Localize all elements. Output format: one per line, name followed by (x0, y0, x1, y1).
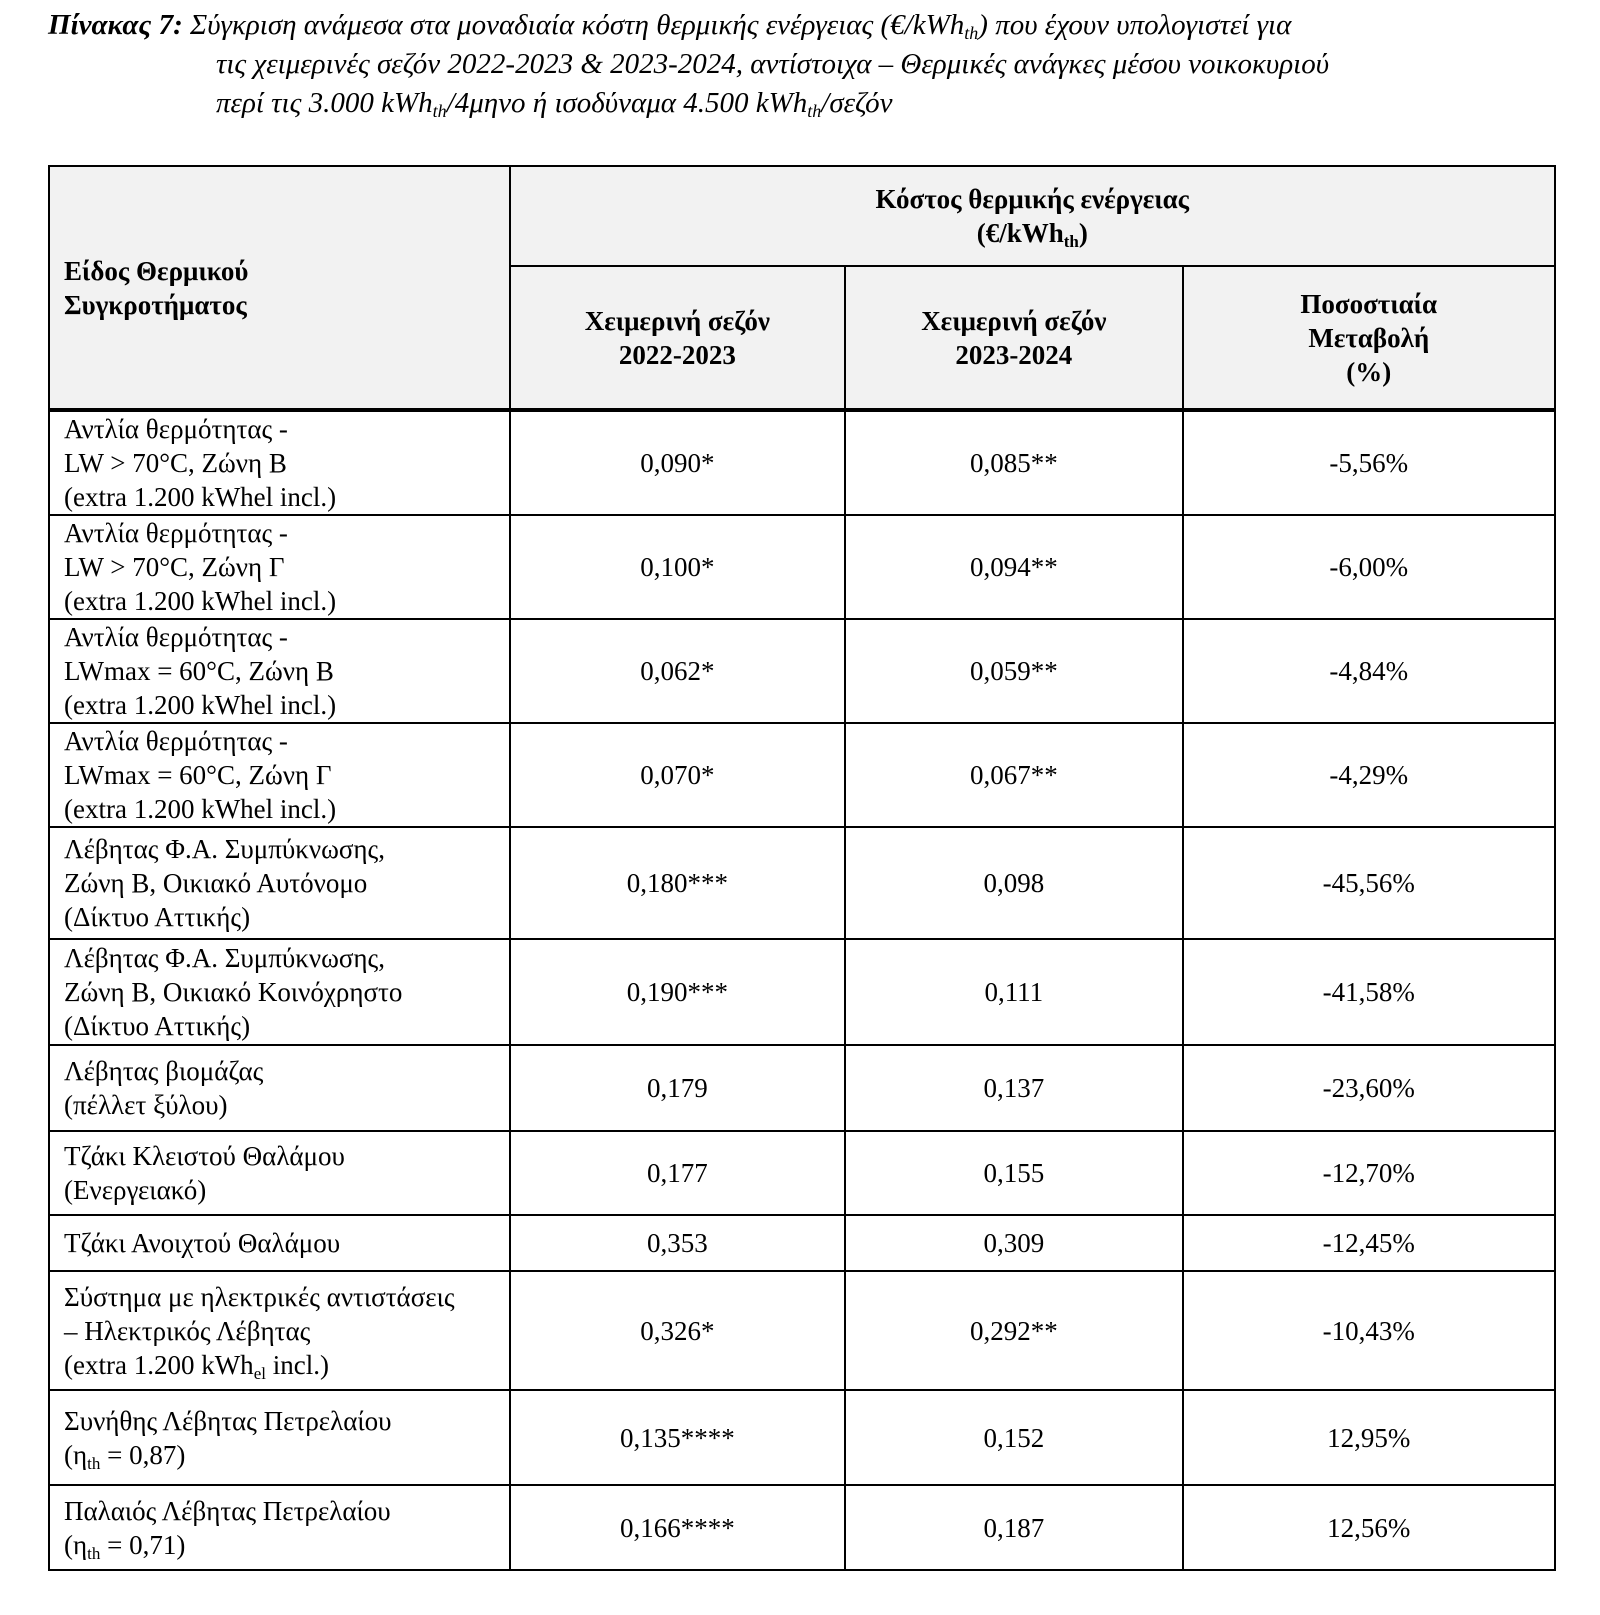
header-season-2023-2024 (845, 266, 1183, 410)
type-line (64, 1348, 495, 1382)
cell-cost-2023-2024: 0,094** (845, 515, 1183, 619)
cell-cost-2022-2023: 0,326* (510, 1271, 845, 1390)
header-col2-line-1: Χειμερινή σεζόν (921, 305, 1107, 336)
cell-cost-2022-2023: 0,100* (510, 515, 845, 619)
type-line: (Δίκτυο Αττικής) (64, 1011, 251, 1041)
type-line-part: (η (64, 1439, 88, 1470)
type-line: Αντλία θερμότητας - (64, 518, 288, 548)
table-row (49, 1390, 1555, 1485)
type-line-part: (extra 1.200 kWh (64, 1349, 254, 1380)
cell-percent-change: 12,56% (1183, 1485, 1555, 1570)
table-row (49, 827, 1555, 939)
cell-cost-2023-2024: 0,067** (845, 723, 1183, 827)
cell-percent-change: -4,29% (1183, 723, 1555, 827)
type-line: LW > 70°C, Ζώνη Γ (64, 552, 285, 582)
type-line: Παλαιός Λέβητας Πετρελαίου (64, 1495, 391, 1526)
cell-cost-2022-2023: 0,353 (510, 1215, 845, 1271)
cell-cost-2023-2024: 0,059** (845, 619, 1183, 723)
type-line: Τζάκι Κλειστού Θαλάμου (64, 1141, 345, 1171)
cell-cost-2023-2024: 0,309 (845, 1215, 1183, 1271)
cell-system-type (49, 939, 510, 1045)
cell-cost-2022-2023: 0,180*** (510, 827, 845, 939)
caption-line-3 (48, 84, 1548, 123)
header-col3-line-2: Μεταβολή (1308, 322, 1430, 353)
type-line: Λέβητας βιομάζας (64, 1056, 264, 1086)
type-line: Αντλία θερμότητας - (64, 726, 288, 756)
type-line-part: (η (64, 1529, 88, 1560)
table-caption (48, 6, 1548, 123)
cell-percent-change: -45,56% (1183, 827, 1555, 939)
table-row (49, 1485, 1555, 1570)
caption-text-1: Σύγκριση ανάμεσα στα μοναδιαία κόστη θερμικής ενέργειας (€/kWh (189, 9, 965, 41)
cell-percent-change: 12,95% (1183, 1390, 1555, 1485)
type-line: (extra 1.200 kWhel incl.) (64, 586, 337, 616)
cell-system-type (49, 1485, 510, 1570)
caption-text-3a: περί τις 3.000 kWh (216, 87, 433, 119)
header-system-type-line-1: Είδος Θερμικού (64, 255, 249, 286)
table-row (49, 939, 1555, 1045)
cell-percent-change: -6,00% (1183, 515, 1555, 619)
cell-system-type (49, 1215, 510, 1271)
cell-cost-2023-2024: 0,137 (845, 1045, 1183, 1131)
table-row (49, 410, 1555, 515)
header-col1-line-1: Χειμερινή σεζόν (584, 305, 770, 336)
header-thermal-cost-group (510, 166, 1555, 266)
cell-percent-change: -4,84% (1183, 619, 1555, 723)
header-system-type (49, 166, 510, 410)
header-col2-line-2: 2023-2024 (955, 339, 1073, 370)
type-line: Ζώνη Β, Οικιακό Αυτόνομο (64, 868, 368, 898)
header-col1-line-2: 2022-2023 (618, 339, 736, 370)
caption-sub-3b: th (807, 101, 822, 121)
type-line: Σύστημα με ηλεκτρικές αντιστάσεις (64, 1281, 455, 1312)
type-line-part: = 0,71) (100, 1529, 186, 1560)
header-col3-line-1: Ποσοστιαία (1300, 288, 1438, 319)
cell-system-type (49, 827, 510, 939)
cell-cost-2022-2023: 0,179 (510, 1045, 845, 1131)
header-season-2022-2023 (510, 266, 845, 410)
cell-system-type (49, 723, 510, 827)
type-line: Λέβητας Φ.Α. Συμπύκνωσης, (64, 943, 385, 973)
caption-sub-1: th (964, 23, 979, 43)
cell-cost-2022-2023: 0,090* (510, 410, 845, 515)
cell-system-type (49, 1131, 510, 1215)
header-percent-change (1183, 266, 1555, 410)
type-line-part: = 0,87) (100, 1439, 186, 1470)
type-line: – Ηλεκτρικός Λέβητας (64, 1315, 311, 1346)
header-system-type-line-2: Συγκροτήματος (64, 289, 247, 320)
type-line-part: incl.) (265, 1349, 329, 1380)
table-row (49, 515, 1555, 619)
cell-percent-change: -5,56% (1183, 410, 1555, 515)
caption-text-1-end: ) που έχουν υπολογιστεί για (978, 9, 1292, 41)
cell-cost-2023-2024: 0,111 (845, 939, 1183, 1045)
cell-cost-2022-2023: 0,177 (510, 1131, 845, 1215)
caption-line-1 (48, 6, 1548, 45)
cell-cost-2023-2024: 0,098 (845, 827, 1183, 939)
table-row (49, 1215, 1555, 1271)
type-line: Λέβητας Φ.Α. Συμπύκνωσης, (64, 834, 385, 864)
type-line: Συνήθης Λέβητας Πετρελαίου (64, 1405, 392, 1436)
header-col3-line-3: (%) (1346, 356, 1392, 387)
header-group-unit-post: ) (1078, 218, 1088, 248)
type-line: LWmax = 60°C, Ζώνη Β (64, 656, 334, 686)
cell-cost-2023-2024: 0,187 (845, 1485, 1183, 1570)
caption-text-3b: /4μηνο ή ισοδύναμα 4.500 kWh (446, 87, 808, 119)
header-group-unit-sub: th (1063, 232, 1079, 251)
cell-percent-change: -12,45% (1183, 1215, 1555, 1271)
caption-text-3c: /σεζόν (821, 87, 893, 119)
header-group-unit-pre: (€/kWh (976, 218, 1064, 248)
cell-percent-change: -23,60% (1183, 1045, 1555, 1131)
type-line: (extra 1.200 kWhel incl.) (64, 794, 337, 824)
table-row (49, 619, 1555, 723)
type-line: (πέλλετ ξύλου) (64, 1090, 228, 1120)
type-line (64, 1438, 495, 1472)
cell-system-type (49, 1390, 510, 1485)
header-group-line-1: Κόστος θερμικής ενέργειας (875, 184, 1190, 214)
cell-cost-2022-2023: 0,070* (510, 723, 845, 827)
type-line-sub: el (253, 1363, 266, 1383)
cell-cost-2023-2024: 0,155 (845, 1131, 1183, 1215)
cell-system-type (49, 1045, 510, 1131)
type-line: Αντλία θερμότητας - (64, 622, 288, 652)
cell-system-type (49, 515, 510, 619)
header-group-line-2 (525, 216, 1540, 250)
cell-cost-2023-2024: 0,085** (845, 410, 1183, 515)
type-line: Ζώνη Β, Οικιακό Κοινόχρηστο (64, 977, 403, 1007)
type-line-sub: th (87, 1543, 101, 1563)
cell-cost-2023-2024: 0,152 (845, 1390, 1183, 1485)
type-line: Τζάκι Ανοιχτού Θαλάμου (64, 1228, 341, 1258)
cell-system-type (49, 619, 510, 723)
type-line: Αντλία θερμότητας - (64, 414, 288, 444)
cost-comparison-table (48, 165, 1556, 1571)
cell-cost-2023-2024: 0,292** (845, 1271, 1183, 1390)
cell-system-type (49, 410, 510, 515)
table-row (49, 1271, 1555, 1390)
caption-label: Πίνακας 7: (48, 9, 183, 41)
cell-cost-2022-2023: 0,166**** (510, 1485, 845, 1570)
caption-line-2: τις χειμερινές σεζόν 2022-2023 & 2023-2024, αντίστοιχα – Θερμικές ανάγκες μέσου νοικοκυριού (216, 48, 1330, 80)
cell-percent-change: -41,58% (1183, 939, 1555, 1045)
table-row (49, 723, 1555, 827)
type-line: (extra 1.200 kWhel incl.) (64, 690, 337, 720)
cell-cost-2022-2023: 0,135**** (510, 1390, 845, 1485)
cell-cost-2022-2023: 0,190*** (510, 939, 845, 1045)
type-line (64, 1528, 495, 1562)
type-line: LWmax = 60°C, Ζώνη Γ (64, 760, 332, 790)
header-row-top (49, 166, 1555, 266)
type-line: (Δίκτυο Αττικής) (64, 902, 251, 932)
type-line: (Ενεργειακό) (64, 1175, 207, 1205)
type-line: (extra 1.200 kWhel incl.) (64, 482, 337, 512)
type-line-sub: th (87, 1453, 101, 1473)
cell-system-type (49, 1271, 510, 1390)
cell-percent-change: -10,43% (1183, 1271, 1555, 1390)
cell-percent-change: -12,70% (1183, 1131, 1555, 1215)
table-row (49, 1131, 1555, 1215)
caption-sub-3a: th (432, 101, 447, 121)
type-line: LW > 70°C, Ζώνη Β (64, 448, 287, 478)
table-row (49, 1045, 1555, 1131)
cell-cost-2022-2023: 0,062* (510, 619, 845, 723)
